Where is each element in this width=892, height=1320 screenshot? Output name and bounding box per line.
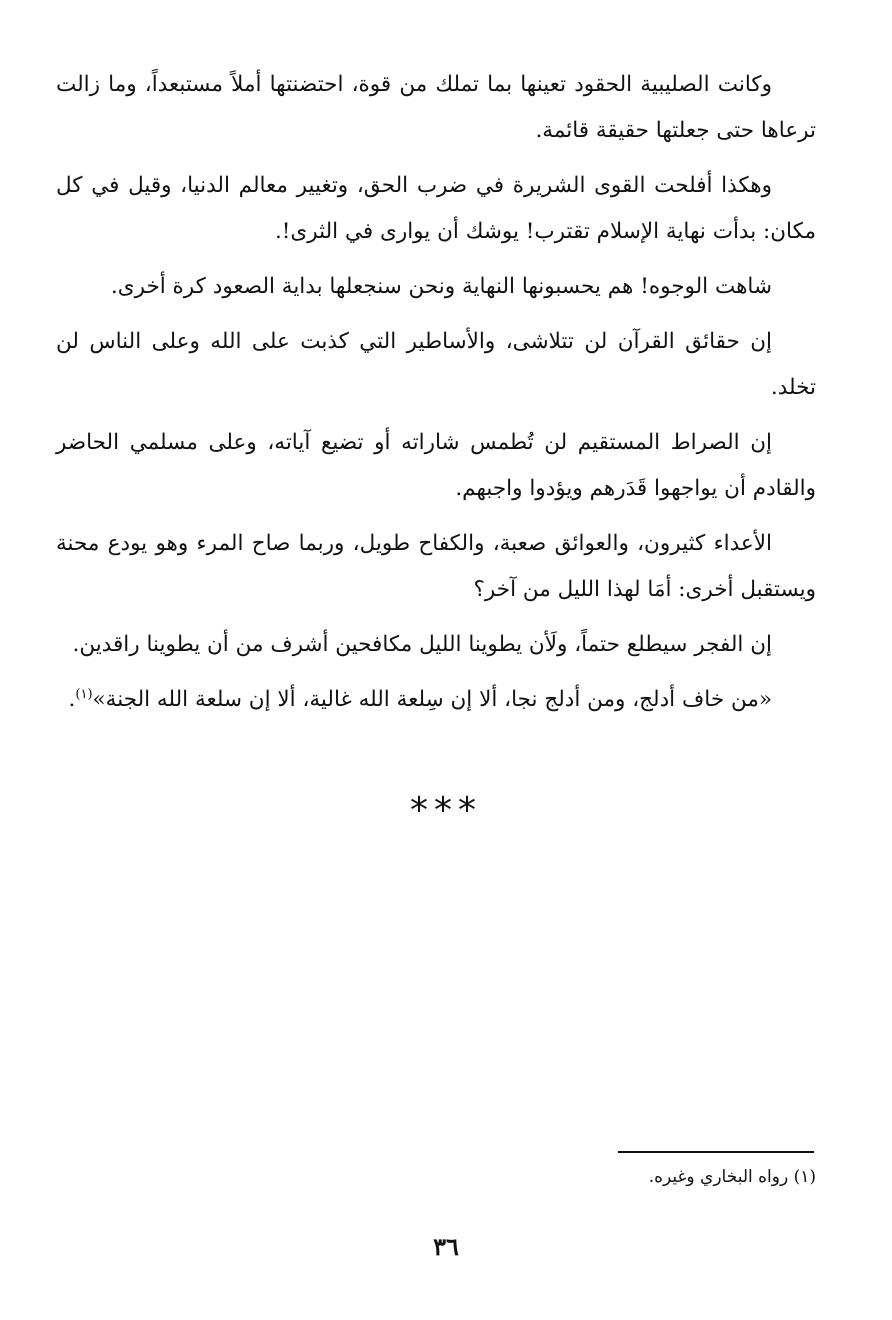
paragraph-2: وهكذا أفلحت القوى الشريرة في ضرب الحق، وتغيير معالم الدنيا، وقيل في كل مكان: بدأت نهاية الإسلام تقترب! يوشك أن يوارى في الثرى!. [56,173,816,244]
footnote-divider [618,1151,814,1153]
main-text [56,62,816,732]
paragraph-6: الأعداء كثيرون، والعوائق صعبة، والكفاح طويل، وربما صاح المرء وهو يودع محنة ويستقبل أخرى: أمَا لهذا الليل من آخر؟ [56,531,816,602]
paragraph-3: شاهت الوجوه! هم يحسبونها النهاية ونحن سنجعلها بداية الصعود كرة أخرى. [110,274,772,299]
quote-end-mark: . [68,687,76,712]
page-number: ٣٦ [433,1232,459,1261]
hadith-quote-text: «من خاف أدلج، ومن أدلج نجا، ألا إن سِلعة الله غالية، ألا إن سلعة الله الجنة» [92,687,772,712]
paragraph-1: وكانت الصليبية الحقود تعينها بما تملك من قوة، احتضنتها أملاً مستبعداً، وما زالت ترعاها حتى جعلتها حقيقة قائمة. [56,72,816,143]
footnote: (١) رواه البخاري وغيره. [648,1167,816,1187]
hadith-quote-paragraph [56,677,816,723]
section-separator: *** [410,790,482,831]
paragraph-4: إن حقائق القرآن لن تتلاشى، والأساطير التي كذبت على الله وعلى الناس لن تخلد. [56,329,816,400]
paragraph-5: إن الصراط المستقيم لن تُطمس شاراته أو تضيع آياته، وعلى مسلمي الحاضر والقادم أن يواجهوا قَدَرهم ويؤدوا واجبهم. [56,430,816,501]
paragraph-7: إن الفجر سيطلع حتماً، ولَأن يطوينا الليل مكافحين أشرف من أن يطوينا راقدين. [72,632,772,657]
footnote-marker[interactable]: (١) [75,686,93,702]
